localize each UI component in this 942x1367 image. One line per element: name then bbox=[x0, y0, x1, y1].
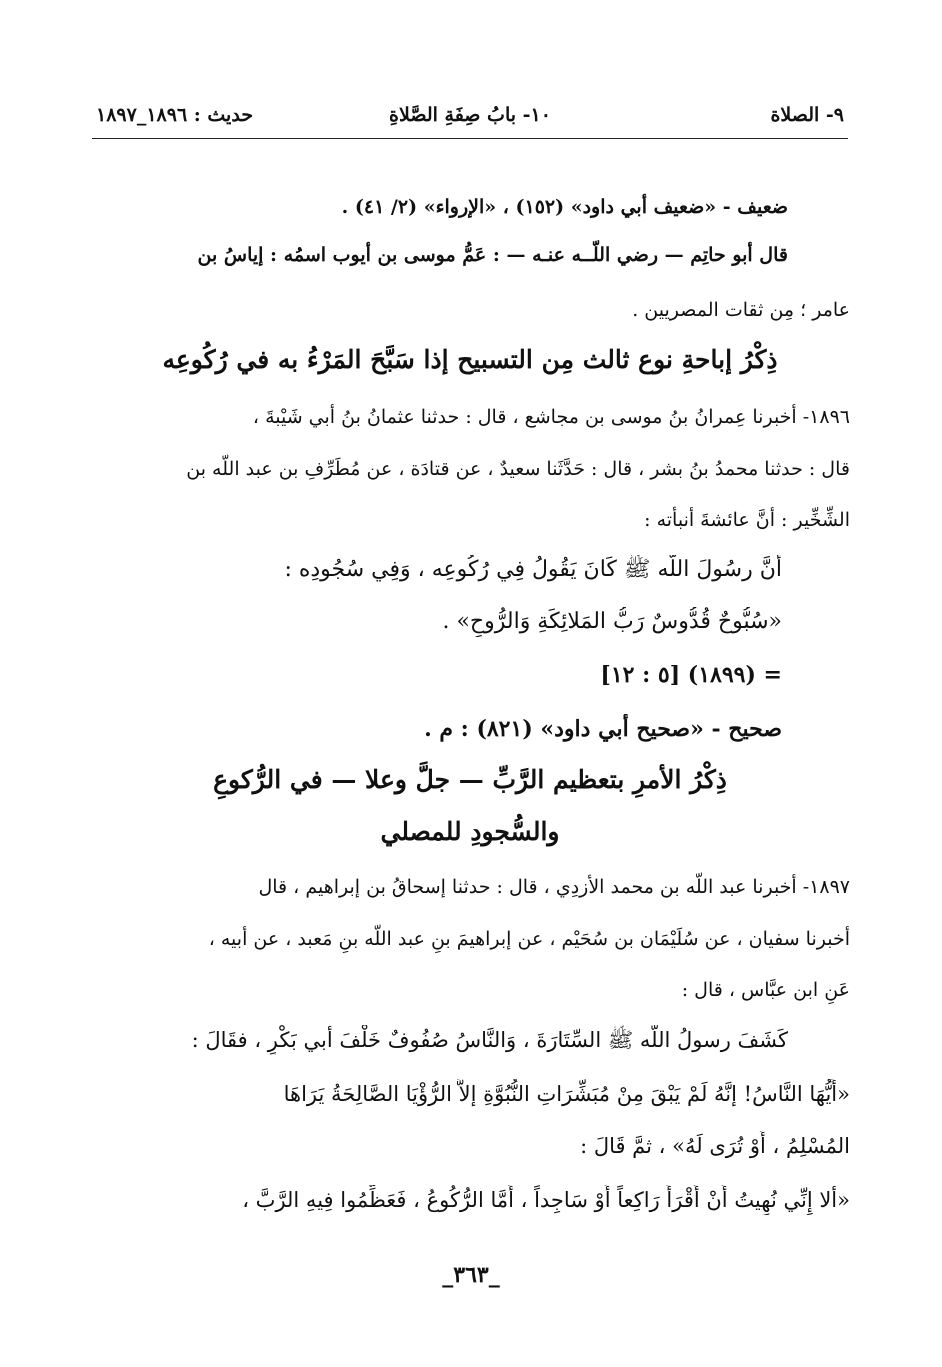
section-title: ١٠- بابُ صِفَةِ الصَّلاةِ bbox=[389, 104, 551, 126]
isnad-line: الشِّخِّير : أنَّ عائشةَ أنبأته : bbox=[644, 509, 850, 531]
isnad-line: ١٨٩٦- أخبرنا عِمرانُ بنُ موسى بن مجاشع ، قال : حدثنا عثمانُ بنُ أبي شَيْبةَ ، bbox=[252, 406, 850, 428]
isnad-line: ١٨٩٧- أخبرنا عبد اللّه بن محمد الأزدِي ، قال : حدثنا إسحاقُ بن إبراهيم ، قال bbox=[258, 876, 850, 898]
matn-line: كَشَفَ رسولُ اللّه ﷺ السِّتَارَةَ ، وَالنَّاسُ صُفُوفٌ خَلْفَ أبي بَكْرٍ ، فقَالَ : bbox=[191, 1028, 788, 1052]
page-number: _٣٦٣_ bbox=[442, 1262, 500, 1288]
text-line: قال أبو حاتِم — رضي اللّــه عنـه — : عَمُّ موسى بن أيوب اسمُه : إياسُ بن bbox=[197, 244, 788, 266]
isnad-line: قال : حدثنا محمدُ بنُ بشر ، قال : حَدَّثَنا سعيدٌ ، عن قتادَة ، عن مُطَرِّفِ بن عبد اللّه بن bbox=[186, 458, 850, 480]
matn-line: المُسْلِمُ ، أَوْ تُرَى لَهُ» ، ثمَّ قَالَ : bbox=[580, 1134, 850, 1158]
isnad-line: عَنِ ابن عبَّاس ، قال : bbox=[681, 979, 850, 1001]
chapter-heading: ذِكْرُ الأمرِ بتعظيم الرَّبِّ — جلَّ وعلا — في الرُّكوعِ bbox=[213, 765, 727, 794]
cross-reference: = (١٨٩٩) [٥ : ١٢] bbox=[600, 662, 782, 688]
matn-line: «أَيُّهَا النَّاسُ! إنَّهُ لَمْ يَبْقَ مِنْ مُبَشِّرَاتِ النُّبُوَّةِ إلاَّ الرُّؤْيَا الصَّالِحَةُ يَرَاهَا bbox=[283, 1082, 850, 1106]
matn-line: «سُبُّوحٌ قُدُّوسٌ رَبُّ المَلائِكَةِ وَالرُّوحِ» . bbox=[442, 609, 782, 634]
running-header bbox=[92, 98, 848, 139]
grading-line: صحيح - «صحيح أبي داود» (٨٢١) : م . bbox=[424, 716, 782, 742]
isnad-line: أخبرنا سفيان ، عن سُلَيْمَان بن سُحَيْم ، عن إبراهيمَ بنِ عبد اللّه بنِ مَعبد ، عن أبيه ، bbox=[208, 928, 850, 950]
chapter-heading-cont: والسُّجودِ للمصلي bbox=[380, 817, 560, 846]
text-line: عامر ؛ مِن ثقات المصريين . bbox=[632, 299, 850, 321]
hadith-range: حديث : ١٨٩٦_١٨٩٧ bbox=[96, 104, 254, 126]
matn-line: «ألا إِنِّي نُهِيتُ أَنْ أَقْرَأَ رَاكِعاً أَوْ سَاجِداً ، أَمَّا الرُّكُوعُ ، فَعَظِّمُوا فِيهِ الرَّبَّ ، bbox=[242, 1188, 850, 1212]
grading-line: ضعيف - «ضعيف أبي داود» (١٥٢) ، «الإرواء» (٢/ ٤١) . bbox=[341, 196, 788, 218]
chapter-title: ٩- الصلاة bbox=[770, 104, 844, 126]
chapter-heading: ذِكْرُ إباحةِ نوع ثالث مِن التسبيح إذا سَبَّحَ المَرْءُ به في رُكُوعِه bbox=[162, 345, 778, 374]
matn-line: أنَّ رسُولَ اللّه ﷺ كَانَ يَقُولُ فِي رُكُوعِه ، وَفِي سُجُودِه : bbox=[284, 557, 782, 582]
